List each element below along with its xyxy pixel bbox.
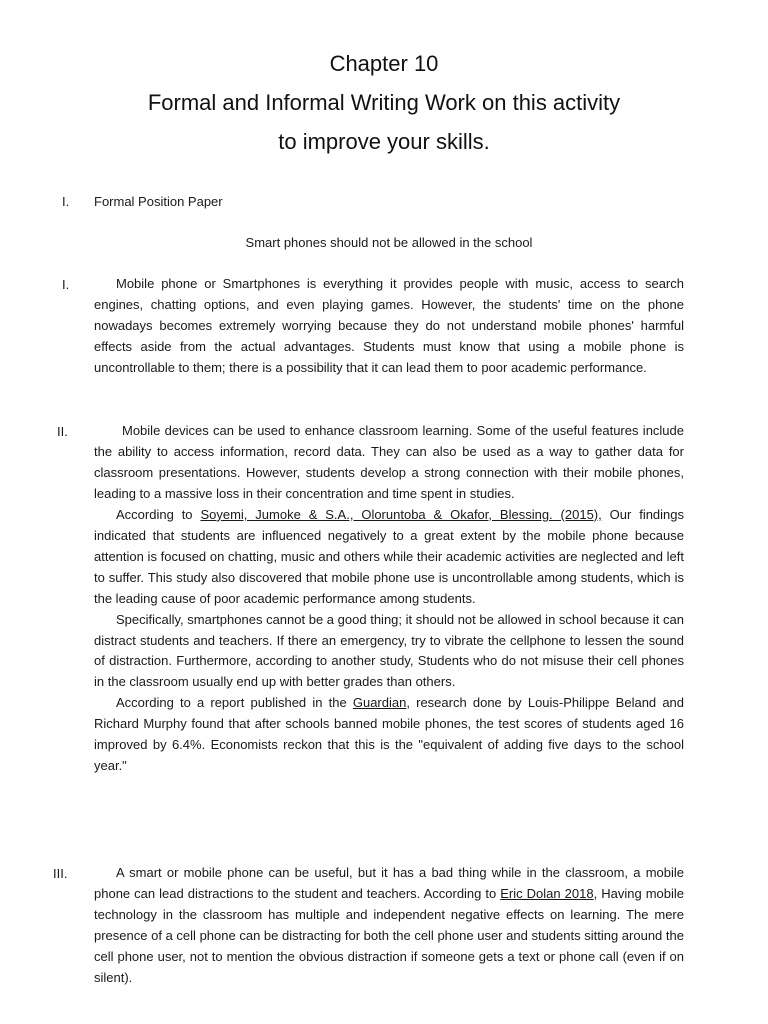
activity-title-line-2: to improve your skills. — [278, 129, 490, 154]
citation-link-eric-dolan[interactable]: Eric Dolan 2018 — [500, 885, 594, 901]
item-2-paragraph-1: Mobile devices can be used to enhance classroom learning. Some of the useful features include the ability to access information, record data. They can also be used as a way to gather data for classroom presentations. However, students develop a strong connection with their mobile phones, leading to a massive loss in their concentration and time spent in studies. — [94, 423, 684, 501]
item-2-numeral: II. — [57, 424, 68, 439]
item-3-paragraph-1 — [94, 863, 684, 989]
citation-link-guardian[interactable]: Guardian — [352, 695, 407, 711]
item-2-body — [0, 421, 685, 777]
item-3-numeral: III. — [53, 866, 68, 881]
item-1-numeral: I. — [62, 277, 70, 292]
paragraph-text-before: A smart or mobile phone can be useful, but it has a bad thing while in the classroom, a mobile phone can lead distractions to the student and teachers. According to — [94, 865, 684, 901]
paragraph-text-after: , Having mobile technology in the classroom has multiple and independent negative effects on learning. The mere presence of a cell phone can be distracting for both the cell phone user and students sitting around the cell phone user, not to mention the obvious distraction if someone gets a text or phone call (even if on silent). — [94, 885, 684, 985]
paragraph-text-before: According to a report published in the — [116, 695, 353, 711]
section-label: Formal Position Paper — [94, 194, 223, 209]
paragraph-text-after: Our findings indicated that students are influenced negatively to a great extent by the mobile phone because attention is focused on chatting, music and others while their academic activities are neglected and left to suffer. This study also discovered that mobile phone use is uncontrollable among students, which is the leading cause of poor academic performance among students. — [94, 506, 685, 606]
paper-subtitle: Smart phones should not be allowed in the school — [245, 235, 533, 250]
paragraph-text-before: According to — [116, 506, 201, 522]
item-1-paragraph-1: Mobile phone or Smartphones is everything it provides people with music, access to search engines, chatting options, and even playing games. However, the students' time on the phone nowadays becomes extremely worrying because they do not understand mobile phones' harmful effects aside from the actual advantages. Students must know that using a mobile phone is uncontrollable to them; there is a possibility that it can lead them to poor academic performance. — [94, 276, 684, 375]
chapter-title: Chapter 10 — [329, 51, 439, 76]
item-2-paragraph-2 — [94, 505, 684, 610]
item-2-paragraph-4 — [94, 693, 684, 777]
paragraph-text-after: , research done by Louis-Philippe Beland and Richard Murphy found that after schools banned mobile phones, the test scores of students aged 16 improved by 6.4%. Economists reckon that this is the "equivalent of adding five days to the school year." — [94, 695, 685, 774]
section-numeral: I. — [62, 194, 70, 209]
activity-title-line-1: Formal and Informal Writing Work on this activity — [147, 90, 621, 115]
citation-link-soyemi[interactable]: Soyemi, Jumoke & S.A., Oloruntoba & Okafor, Blessing. (2015), — [200, 506, 602, 522]
item-2-paragraph-3: Specifically, smartphones cannot be a good thing; it should not be allowed in school because it can distract students and teachers. If there an emergency, try to vibrate the cellphone to lessen the sound of distraction. Furthermore, according to another study, Students who do not misuse their cell phones in the classroom usually end up with better grades than others. — [94, 611, 684, 690]
